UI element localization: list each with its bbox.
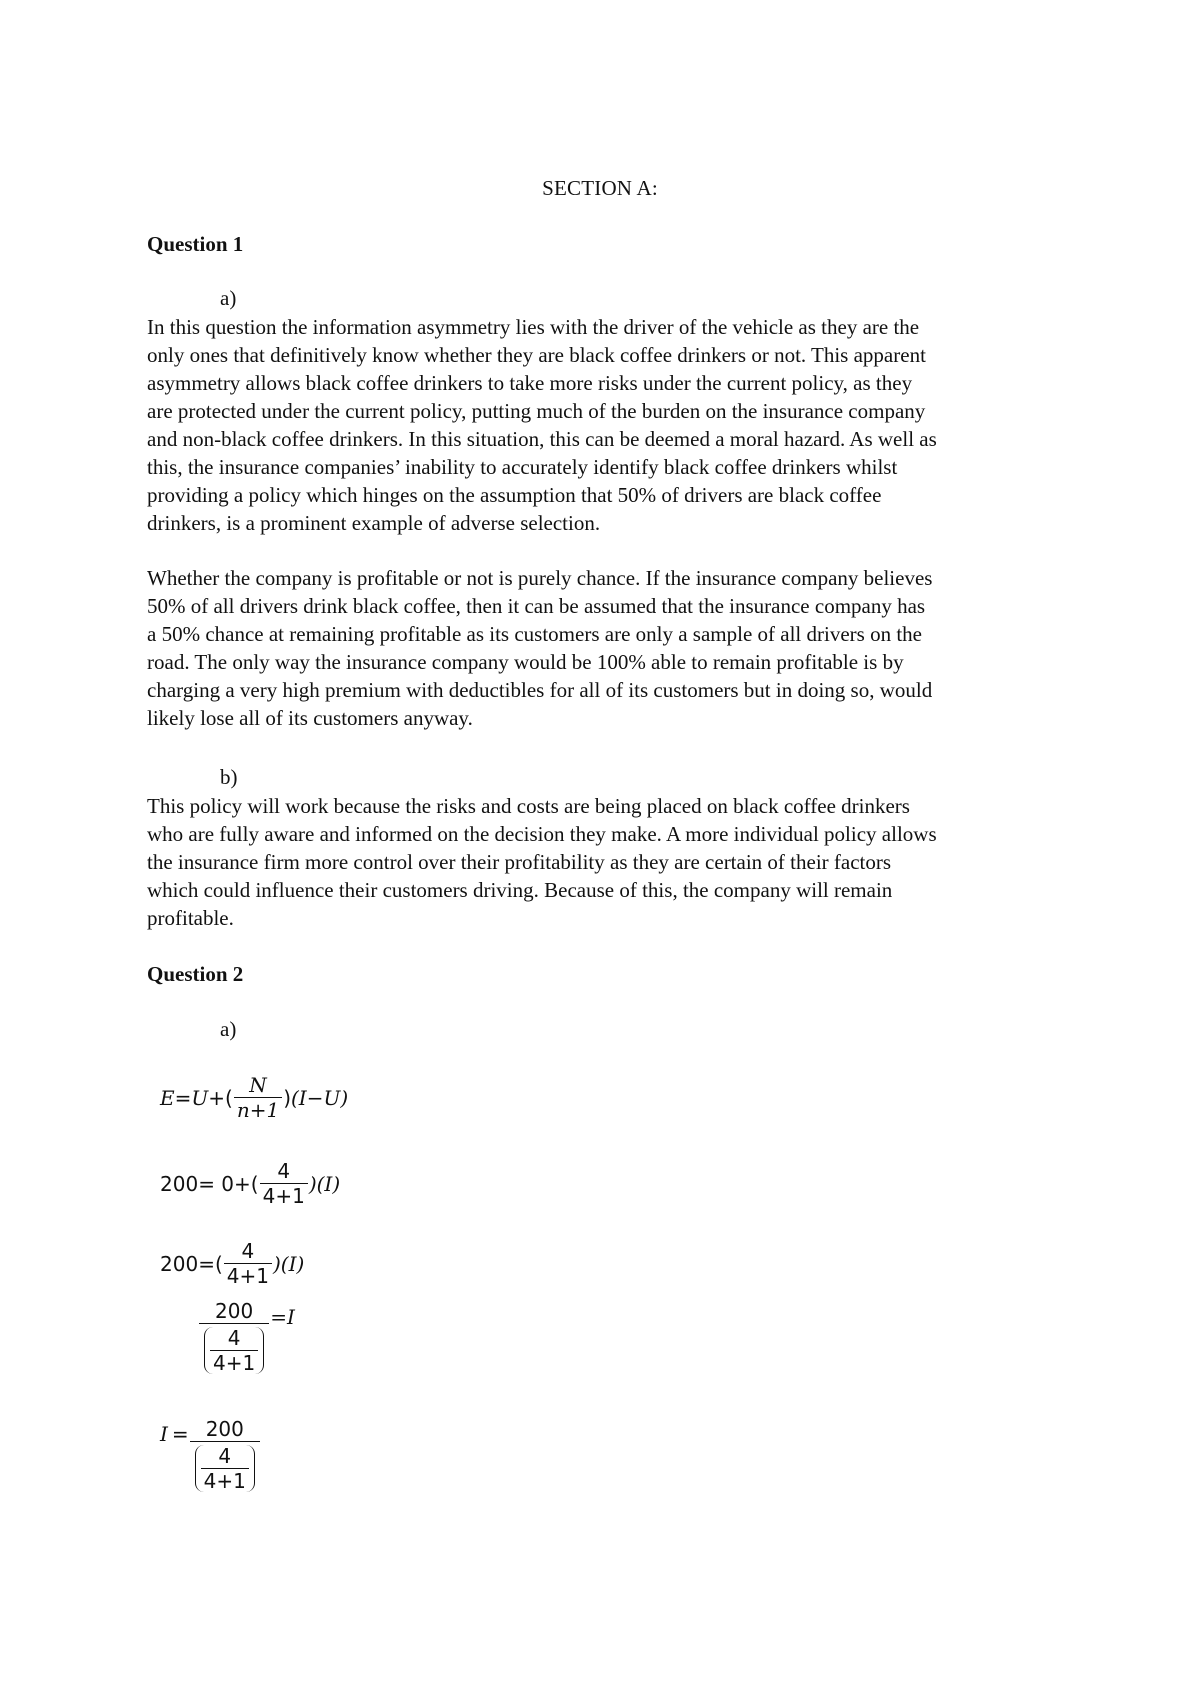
eq1-denominator: n+1 [234,1097,282,1121]
question-1-heading: Question 1 [147,232,244,256]
eq1-rparen: ) [283,1085,291,1110]
eq4-inner-denominator: 4+1 [210,1350,258,1374]
eq2-denominator: 4+1 [260,1183,308,1207]
text-line: only ones that definitively know whether they are black coffee drinkers or not. This apparent [147,343,926,367]
eq5-fraction [190,1418,260,1492]
eq5-inner-denominator: 4+1 [201,1468,249,1492]
text-line: This policy will work because the risks and costs are being placed on black coffee drinkers [147,794,910,818]
eq4-numerator: 200 [215,1299,254,1323]
section-title: SECTION A: [542,176,658,200]
eq2-fraction [260,1160,308,1207]
eq5-inner-paren [195,1445,255,1492]
eq5-numerator: 200 [205,1417,244,1441]
text-line: likely lose all of its customers anyway. [147,706,473,730]
eq1-u: U [191,1085,209,1110]
eq4-inner-fraction [210,1327,258,1374]
eq4-rhs: =I [270,1305,295,1329]
question-2-part-a-label: a) [220,1017,237,1041]
eq3-tail: )(I) [272,1251,305,1276]
eq2-lhs: 200 [160,1171,199,1196]
equation-4 [198,1300,295,1374]
eq1-fraction [234,1074,282,1121]
text-line: which could influence their customers driving. Because of this, the company will remain [147,878,893,902]
text-line: a 50% chance at remaining profitable as its customers are only a sample of all drivers on the [147,622,922,646]
question-1-part-b-paragraph [147,792,1077,932]
equation-5 [160,1418,261,1492]
text-line: asymmetry allows black coffee drinkers to take more risks under the current policy, as they [147,371,913,395]
eq3-lhs: 200 [160,1251,199,1276]
eq3-numerator: 4 [241,1239,255,1263]
question-1-part-a-paragraph-2 [147,564,1077,732]
eq4-fraction [199,1300,269,1374]
text-line: profitable. [147,906,234,930]
eq2-mid: = 0+( [198,1171,259,1196]
text-line: are protected under the current policy, putting much of the burden on the insurance company [147,399,926,423]
eq4-inner-numerator: 4 [227,1326,241,1350]
equation-1 [160,1074,348,1121]
eq1-lparen: ( [225,1085,233,1110]
eq1-equals: = [174,1085,192,1110]
text-line: 50% of all drivers drink black coffee, then it can be assumed that the insurance company has [147,594,926,618]
eq5-inner-numerator: 4 [218,1444,232,1468]
text-line: In this question the information asymmetry lies with the driver of the vehicle as they are the [147,315,920,339]
eq4-inner-paren [204,1327,264,1374]
question-2-heading: Question 2 [147,962,244,986]
eq4-denominator [199,1323,269,1374]
eq5-inner-fraction [201,1445,249,1492]
text-line: who are fully aware and informed on the decision they make. A more individual policy allows [147,822,937,846]
eq3-fraction [224,1240,272,1287]
eq3-mid: =( [198,1251,223,1276]
eq1-plus: + [208,1085,225,1110]
text-line: providing a policy which hinges on the assumption that 50% of drivers are black coffee [147,483,882,507]
text-line: drinkers, is a prominent example of adverse selection. [147,511,601,535]
eq5-equals: = [171,1422,189,1446]
text-line: road. The only way the insurance company would be 100% able to remain profitable is by [147,650,904,674]
text-line: charging a very high premium with deductibles for all of its customers but in doing so, would [147,678,933,702]
eq1-tail: (I−U) [291,1085,349,1110]
text-line: this, the insurance companies’ inability to accurately identify black coffee drinkers whilst [147,455,898,479]
eq5-lhs: I [160,1422,168,1446]
eq2-numerator: 4 [277,1159,291,1183]
equation-2 [160,1160,340,1207]
eq5-denominator [190,1441,260,1492]
text-line: and non-black coffee drinkers. In this situation, this can be deemed a moral hazard. As well as [147,427,937,451]
question-1-part-a-label: a) [220,286,237,310]
eq1-numerator: N [249,1073,267,1097]
question-1-part-b-label: b) [220,765,238,789]
question-1-part-a-paragraph-1 [147,313,1077,537]
eq1-lhs: E [160,1085,175,1110]
eq2-tail: )(I) [308,1171,341,1196]
text-line: Whether the company is profitable or not is purely chance. If the insurance company believes [147,566,933,590]
equation-3 [160,1240,304,1287]
eq3-denominator: 4+1 [224,1263,272,1287]
text-line: the insurance firm more control over their profitability as they are certain of their factors [147,850,892,874]
